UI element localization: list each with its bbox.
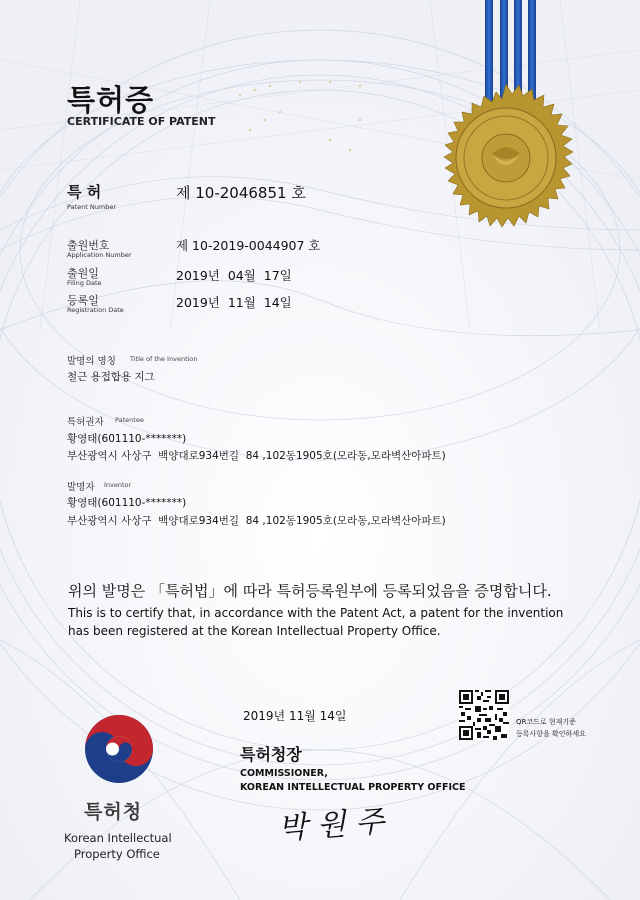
patent-number-label-en: Patent Number xyxy=(67,203,117,211)
kipo-taegeuk-logo-icon xyxy=(82,712,156,786)
office-name-en-1: Korean Intellectual xyxy=(64,831,172,845)
invention-title-value: 철근 용접합용 지그 xyxy=(67,371,155,383)
filing-date-label-en: Filing Date xyxy=(67,279,102,287)
qr-note-line2: 등록사항을 확인하세요 xyxy=(516,730,586,738)
application-number-label: 출원번호 xyxy=(67,239,110,252)
patent-number-value: 제 10-2046851 호 xyxy=(176,184,306,202)
certification-statement-en-2: has been registered at the Korean Intellectual Property Office. xyxy=(68,624,441,638)
patentee-label-en: Patentee xyxy=(115,416,144,424)
office-name-en-2: Property Office xyxy=(74,847,160,861)
certification-statement-ko: 위의 발명은 「특허법」에 따라 특허등록원부에 등록되었음을 증명합니다. xyxy=(68,582,552,600)
patentee-label: 특허권자 xyxy=(67,417,104,428)
office-name-ko: 특허청 xyxy=(84,801,143,823)
inventor-name: 황영태(601110-*******) xyxy=(67,497,187,509)
invention-title-label: 발명의 명칭 xyxy=(67,356,116,367)
inventor-address: 부산광역시 사상구 백양대로934번길 84 ,102동1905호(모라동,모라벽산아파트) xyxy=(67,515,446,527)
commissioner-signature: 박 원 주 xyxy=(277,804,386,847)
inventor-label: 발명자 xyxy=(67,482,95,493)
qr-note-line1: QR코드로 현재기준 xyxy=(516,718,576,726)
registration-date-value: 2019년 11월 14일 xyxy=(176,295,292,310)
gold-seal-icon xyxy=(423,83,589,233)
certificate-title-en: CERTIFICATE OF PATENT xyxy=(67,115,216,128)
inventor-label-en: Inventor xyxy=(104,481,132,489)
certification-statement-en-1: This is to certify that, in accordance with the Patent Act, a patent for the invention xyxy=(68,606,564,620)
commissioner-title: 특허청장 xyxy=(240,745,302,764)
filing-date-label: 출원일 xyxy=(67,267,99,280)
filing-date-value: 2019년 04월 17일 xyxy=(176,268,292,283)
registration-date-label: 등록일 xyxy=(67,294,99,307)
commissioner-title-en-2: KOREAN INTELLECTUAL PROPERTY OFFICE xyxy=(240,782,466,793)
application-number-value: 제 10-2019-0044907 호 xyxy=(176,238,321,253)
qr-code-icon[interactable] xyxy=(459,690,509,740)
patentee-name: 황영태(601110-*******) xyxy=(67,433,187,445)
registration-date-label-en: Registration Date xyxy=(67,306,124,314)
invention-title-label-en: Title of the Invention xyxy=(130,355,198,363)
commissioner-title-en-1: COMMISSIONER, xyxy=(240,768,328,779)
application-number-label-en: Application Number xyxy=(67,251,132,259)
patent-number-label: 특 허 xyxy=(67,183,102,201)
patentee-address: 부산광역시 사상구 백양대로934번길 84 ,102동1905호(모라동,모라벽산아파트) xyxy=(67,450,446,462)
issue-date: 2019년 11월 14일 xyxy=(243,709,347,723)
certificate-title: 특허증 xyxy=(67,83,155,117)
